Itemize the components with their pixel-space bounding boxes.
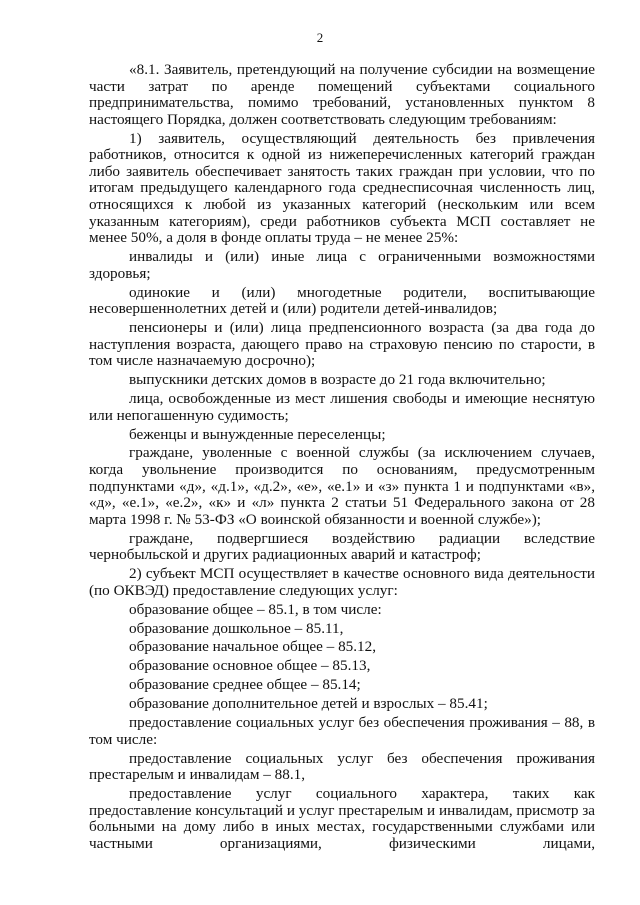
okved-item-primary: образование начальное общее – 85.12, [129, 638, 377, 656]
okved-item-basic: образование основное общее – 85.13, [129, 657, 371, 675]
okved-item-social-character-services: предоставление услуг социального характера, таких как предоставление консультаций и услуг престарелым и инвалидам, присмотр за больными на дому либо в иных местах, государственными службами или частными организациями, физическими лицами, [89, 784, 595, 852]
list-item-refugees: беженцы и вынужденные переселенцы; [129, 425, 386, 443]
list-item-discharged-military: граждане, уволенные с военной службы (за исключением случаев, когда увольнение производится по основаниям, предусмотренным подпунктами «д», «д.1», «д.2», «е», «е.1» и «з» пункта 1 и подпунктами «в», «д», «е.1», «е.2», «к» и «л» пункта 2 статьи 51 Федерального закона от 28 марта 1998 г. № 53-ФЗ «О воинской обязанности и военной службе»); [89, 444, 595, 528]
list-item-single-parents: одинокие и (или) многодетные родители, воспитывающие несовершеннолетних детей и (или) родители детей-инвалидов; [89, 283, 595, 318]
okved-item-preschool: образование дошкольное – 85.11, [129, 619, 344, 637]
okved-item-social-services: предоставление социальных услуг без обеспечения проживания – 88, в том числе: [89, 714, 595, 748]
document-body [89, 62, 595, 855]
okved-item-secondary: образование среднее общее – 85.14; [129, 676, 361, 694]
list-item-pensioners: пенсионеры и (или) лица предпенсионного возраста (за два года до наступления возраста, дающего право на страховую пенсию по старости, в том числе назначаемую досрочно); [89, 319, 595, 370]
list-item-orphanage-graduates: выпускники детских домов в возрасте до 21 года включительно; [129, 371, 546, 389]
paragraph-requirement-2: 2) субъект МСП осуществляет в качестве основного вида деятельности (по ОКВЭД) предоставление следующих услуг: [89, 565, 595, 599]
paragraph-intro: «8.1. Заявитель, претендующий на получение субсидии на возмещение части затрат по аренде помещений субъектами социального предпринимательства, помимо требований, установленных пунктом 8 настоящего Порядка, должен соответствовать следующим требованиям: [89, 61, 595, 128]
okved-item-general-education: образование общее – 85.1, в том числе: [129, 600, 382, 618]
okved-item-social-services-elderly: предоставление социальных услуг без обеспечения проживания престарелым и инвалидам – 88.1, [89, 749, 595, 784]
list-item-released-prisoners: лица, освобожденные из мест лишения свободы и имеющие неснятую или непогашенную судимость; [89, 390, 595, 424]
list-item-radiation-victims: граждане, подвергшиеся воздействию радиации вследствие чернобыльской и других радиационных аварий и катастроф; [89, 529, 595, 564]
page-number: 2 [316, 30, 324, 45]
okved-item-additional: образование дополнительное детей и взрослых – 85.41; [129, 695, 488, 713]
paragraph-requirement-1: 1) заявитель, осуществляющий деятельность без привлечения работников, относится к одной из нижеперечисленных категорий граждан либо заявитель обеспечивает занятость таких граждан при условии, что по итогам предыдущего календарного года среднесписочная численность лиц, относящихся к любой из указанных категорий (нескольким или всем указанным категориям), среди работников субъекта МСП составляет не менее 50%, а доля в фонде оплаты труда – не менее 25%: [89, 129, 595, 247]
list-item-disabled: инвалиды и (или) иные лица с ограниченными возможностями здоровья; [89, 248, 595, 282]
